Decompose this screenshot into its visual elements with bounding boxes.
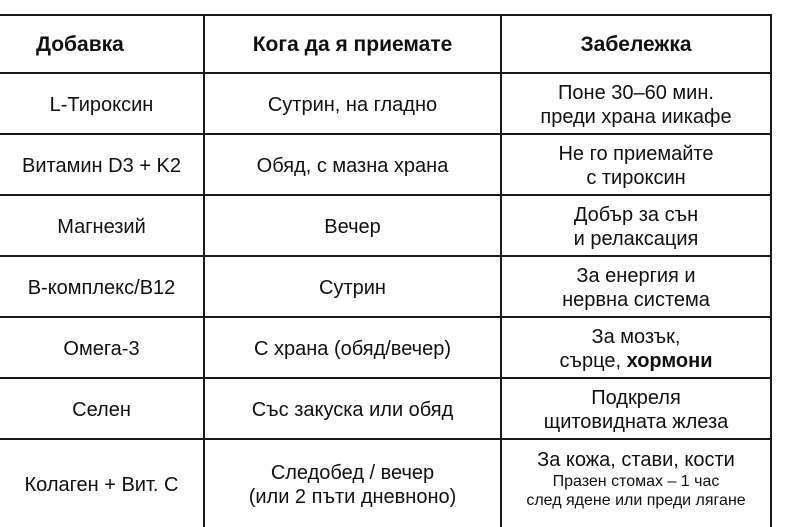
supplement-cell: L-Тироксин bbox=[0, 74, 205, 133]
table-row bbox=[0, 440, 772, 527]
when-line: Следобед / вечер bbox=[270, 461, 435, 484]
note-cell bbox=[502, 379, 772, 438]
table-row bbox=[0, 379, 772, 440]
note-line: Поне 30–60 мин. bbox=[558, 81, 714, 104]
note-line: и релаксация bbox=[573, 227, 699, 250]
table-row bbox=[0, 318, 772, 379]
when-cell: Вечер bbox=[205, 196, 502, 255]
note-cell bbox=[502, 440, 772, 527]
table-row bbox=[0, 135, 772, 196]
note-cell bbox=[502, 196, 772, 255]
note-line: нервна система bbox=[562, 288, 710, 311]
note-line: За мозък, bbox=[591, 325, 681, 348]
note-line: Подкреля bbox=[591, 386, 681, 409]
note-cell bbox=[502, 257, 772, 316]
when-cell: Сутрин, на гладно bbox=[205, 74, 502, 133]
supplement-cell: Селен bbox=[0, 379, 205, 438]
header-note: Забележка bbox=[502, 16, 772, 72]
when-cell: Със закуска или обяд bbox=[205, 379, 502, 438]
note-word-bold: хормони bbox=[626, 349, 713, 372]
supplement-table bbox=[0, 14, 772, 527]
note-cell bbox=[502, 318, 772, 377]
header-when: Кога да я приемате bbox=[205, 16, 502, 72]
note-line: щитовидната жлеза bbox=[543, 410, 729, 433]
note-line: Не го приемайте bbox=[558, 142, 714, 165]
supplement-cell: Омега-3 bbox=[0, 318, 205, 377]
table-header-row bbox=[0, 16, 772, 74]
note-line: Празен стомах – 1 час bbox=[552, 473, 720, 490]
note-line: За енергия и bbox=[576, 264, 696, 287]
note-line: с тироксин bbox=[586, 166, 686, 189]
when-cell: С храна (обяд/вечер) bbox=[205, 318, 502, 377]
when-line: (или 2 пъти дневноно) bbox=[248, 485, 457, 508]
when-cell: Обяд, с мазна храна bbox=[205, 135, 502, 194]
supplement-cell: B-комплекс/B12 bbox=[0, 257, 205, 316]
table-row bbox=[0, 74, 772, 135]
when-cell bbox=[205, 440, 502, 527]
note-line: Добър за сън bbox=[573, 203, 699, 226]
note-cell bbox=[502, 135, 772, 194]
note-line: За кожа, стави, кости bbox=[537, 449, 735, 471]
table-row bbox=[0, 257, 772, 318]
supplement-cell: Магнезий bbox=[0, 196, 205, 255]
note-cell bbox=[502, 74, 772, 133]
note-line bbox=[559, 349, 712, 373]
supplement-cell: Витамин D3 + K2 bbox=[0, 135, 205, 194]
note-line: след ядене или преди лягане bbox=[526, 492, 746, 509]
note-word: сърце, bbox=[559, 349, 627, 372]
note-line: преди храна иикафе bbox=[540, 105, 732, 128]
when-cell: Сутрин bbox=[205, 257, 502, 316]
supplement-cell: Колаген + Вит. С bbox=[0, 440, 205, 527]
table-row bbox=[0, 196, 772, 257]
header-supplement: Добавка bbox=[0, 16, 205, 72]
